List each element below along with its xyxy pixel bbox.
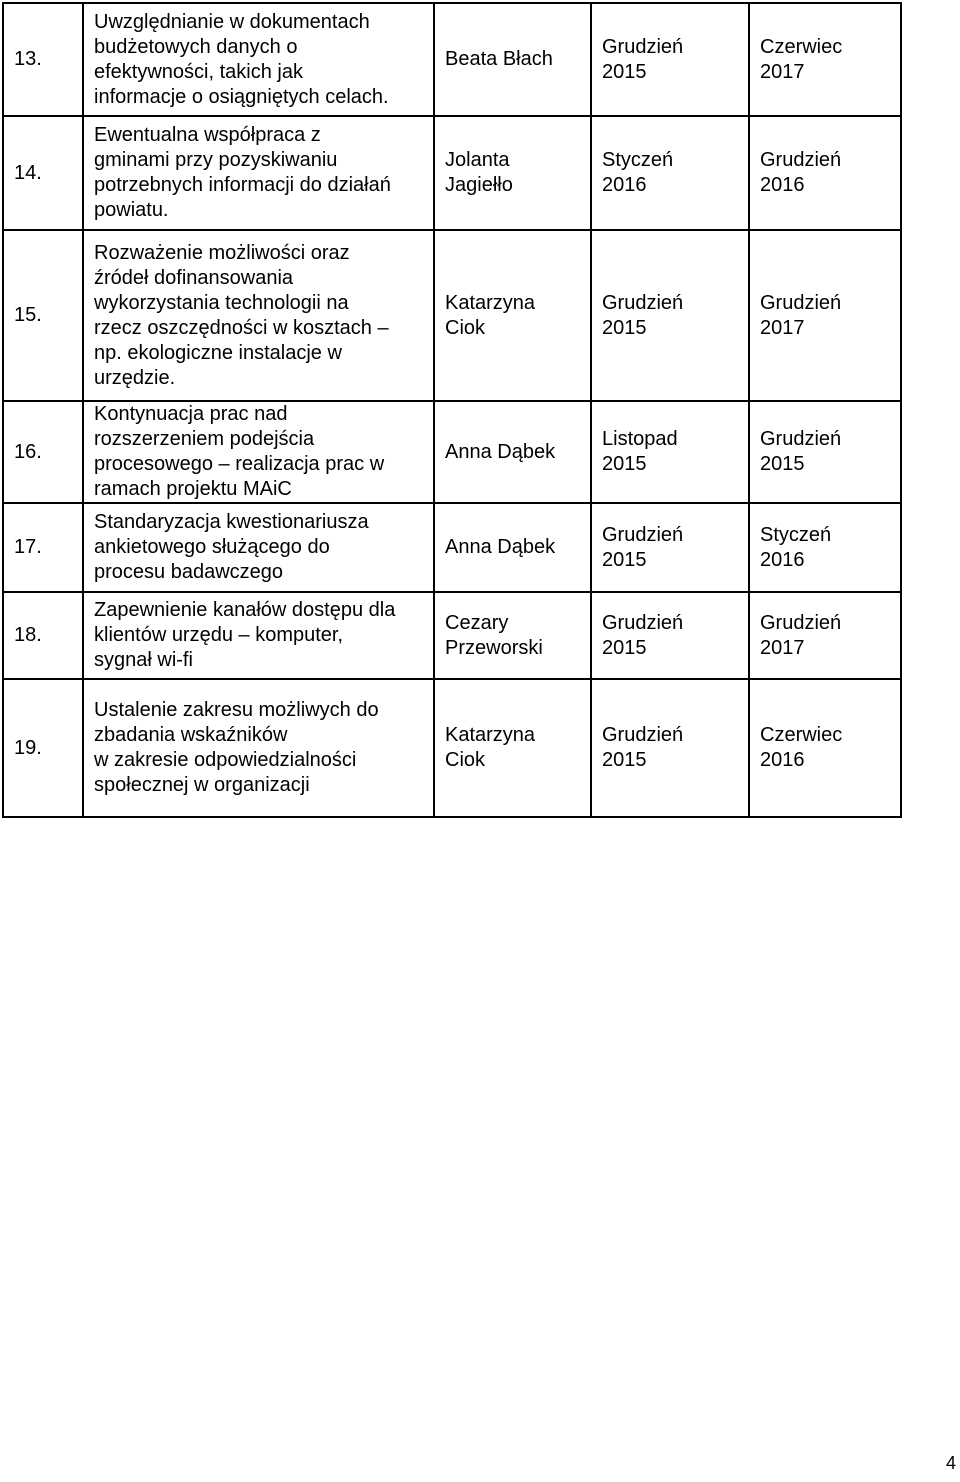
page-number: 4 bbox=[945, 1453, 956, 1473]
action-plan-table bbox=[2, 2, 902, 818]
task-description-line: budżetowych danych o bbox=[94, 35, 298, 58]
task-description-line: wykorzystania technologii na bbox=[94, 291, 349, 314]
row-number-cell bbox=[3, 116, 83, 230]
end-date-line: 2017 bbox=[760, 316, 805, 339]
end-date-line: Grudzień bbox=[760, 428, 842, 450]
row-number: 13. bbox=[14, 48, 42, 70]
start-date-line: Grudzień bbox=[602, 291, 684, 314]
task-description-line: Uwzględnianie w dokumentach bbox=[94, 10, 370, 33]
table-row bbox=[3, 503, 901, 592]
start-date-cell bbox=[591, 503, 749, 592]
task-description-line: procesowego – realizacja prac w bbox=[94, 453, 385, 475]
task-description-line: Zapewnienie kanałów dostępu dla bbox=[94, 599, 396, 621]
task-description-line: społecznej w organizacji bbox=[94, 774, 310, 796]
responsible-person-line: Beata Błach bbox=[445, 48, 553, 70]
end-date-line: 2016 bbox=[760, 749, 805, 771]
responsible-person-line: Anna Dąbek bbox=[445, 440, 556, 463]
table-row bbox=[3, 401, 901, 503]
task-description-line: klientów urzędu – komputer, bbox=[94, 624, 344, 646]
start-date-line: Grudzień bbox=[602, 35, 684, 58]
responsible-person-cell bbox=[434, 401, 591, 503]
row-number: 17. bbox=[14, 536, 42, 558]
task-description-line: procesu badawczego bbox=[94, 561, 284, 583]
start-date-cell bbox=[591, 679, 749, 817]
end-date-cell bbox=[749, 679, 901, 817]
end-date-line: Grudzień bbox=[760, 611, 842, 634]
row-number: 15. bbox=[14, 304, 42, 326]
row-number-cell bbox=[3, 230, 83, 401]
end-date-cell bbox=[749, 116, 901, 230]
responsible-person-line: Katarzyna bbox=[445, 724, 536, 746]
task-description-line: ramach projektu MAiC bbox=[94, 478, 292, 500]
end-date-line: Styczeń bbox=[760, 523, 832, 546]
task-description-line: gminami przy pozyskiwaniu bbox=[94, 149, 338, 171]
end-date-line: Grudzień bbox=[760, 291, 842, 314]
row-number: 14. bbox=[14, 161, 42, 184]
start-date-line: Grudzień bbox=[602, 724, 684, 746]
task-description-line: rzecz oszczędności w kosztach – bbox=[94, 316, 389, 339]
task-description-line: źródeł dofinansowania bbox=[94, 266, 294, 289]
responsible-person-line: Jolanta bbox=[445, 149, 510, 171]
end-date-line: 2015 bbox=[760, 453, 805, 475]
start-date-cell bbox=[591, 116, 749, 230]
responsible-person-cell bbox=[434, 592, 591, 679]
task-description-line: zbadania wskaźników bbox=[94, 724, 288, 746]
end-date-line: Grudzień bbox=[760, 149, 842, 171]
row-number-cell bbox=[3, 679, 83, 817]
table-row bbox=[3, 116, 901, 230]
responsible-person-cell bbox=[434, 503, 591, 592]
end-date-line: 2017 bbox=[760, 60, 805, 83]
task-description-cell bbox=[83, 592, 434, 679]
start-date-line: 2015 bbox=[602, 749, 647, 771]
action-plan-body bbox=[3, 3, 901, 817]
task-description-line: sygnał wi-fi bbox=[94, 649, 193, 671]
end-date-line: 2016 bbox=[760, 548, 805, 571]
responsible-person-cell bbox=[434, 679, 591, 817]
table-row bbox=[3, 3, 901, 116]
end-date-cell bbox=[749, 401, 901, 503]
start-date-cell bbox=[591, 230, 749, 401]
end-date-cell bbox=[749, 3, 901, 116]
task-description-cell bbox=[83, 230, 434, 401]
responsible-person-line: Katarzyna bbox=[445, 291, 536, 314]
task-description-cell bbox=[83, 116, 434, 230]
start-date-line: 2015 bbox=[602, 316, 647, 339]
end-date-line: Czerwiec bbox=[760, 35, 843, 58]
task-description-line: Ustalenie zakresu możliwych do bbox=[94, 699, 379, 721]
end-date-line: Czerwiec bbox=[760, 724, 843, 746]
start-date-line: 2015 bbox=[602, 548, 647, 571]
table-row bbox=[3, 592, 901, 679]
row-number: 18. bbox=[14, 624, 42, 646]
end-date-line: 2016 bbox=[760, 174, 805, 196]
start-date-cell bbox=[591, 401, 749, 503]
task-description-cell bbox=[83, 679, 434, 817]
task-description-line: efektywności, takich jak bbox=[94, 60, 303, 83]
start-date-cell bbox=[591, 3, 749, 116]
responsible-person-line: Cezary bbox=[445, 611, 509, 634]
row-number: 16. bbox=[14, 440, 42, 463]
end-date-cell bbox=[749, 503, 901, 592]
end-date-line: 2017 bbox=[760, 636, 805, 659]
row-number-cell bbox=[3, 503, 83, 592]
start-date-line: 2016 bbox=[602, 174, 647, 196]
task-description-cell bbox=[83, 503, 434, 592]
row-number-cell bbox=[3, 401, 83, 503]
task-description-line: Rozważenie możliwości oraz bbox=[94, 241, 350, 264]
row-number-cell bbox=[3, 592, 83, 679]
row-number: 19. bbox=[14, 736, 42, 759]
start-date-line: 2015 bbox=[602, 60, 647, 83]
task-description-line: Standaryzacja kwestionariusza bbox=[94, 511, 369, 533]
start-date-cell bbox=[591, 592, 749, 679]
responsible-person-line: Przeworski bbox=[445, 636, 543, 659]
start-date-line: 2015 bbox=[602, 453, 647, 475]
responsible-person-line: Ciok bbox=[445, 749, 486, 771]
table-row bbox=[3, 230, 901, 401]
responsible-person-line: Jagiełło bbox=[445, 174, 513, 196]
end-date-cell bbox=[749, 230, 901, 401]
task-description-line: w zakresie odpowiedzialności bbox=[94, 749, 357, 771]
responsible-person-line: Anna Dąbek bbox=[445, 536, 556, 558]
task-description-line: rozszerzeniem podejścia bbox=[94, 428, 315, 450]
row-number-cell bbox=[3, 3, 83, 116]
task-description-line: ankietowego służącego do bbox=[94, 536, 330, 558]
task-description-line: urzędzie. bbox=[94, 366, 176, 389]
task-description-line: potrzebnych informacji do działań bbox=[94, 174, 391, 196]
task-description-cell bbox=[83, 401, 434, 503]
start-date-line: 2015 bbox=[602, 636, 647, 659]
start-date-line: Styczeń bbox=[602, 149, 674, 171]
start-date-line: Grudzień bbox=[602, 611, 684, 634]
table-row bbox=[3, 679, 901, 817]
start-date-line: Listopad bbox=[602, 428, 678, 450]
responsible-person-line: Ciok bbox=[445, 316, 486, 339]
task-description-cell bbox=[83, 3, 434, 116]
start-date-line: Grudzień bbox=[602, 523, 684, 546]
task-description-line: Kontynuacja prac nad bbox=[94, 403, 288, 425]
responsible-person-cell bbox=[434, 116, 591, 230]
responsible-person-cell bbox=[434, 230, 591, 401]
task-description-line: informacje o osiągniętych celach. bbox=[94, 85, 389, 108]
task-description-line: Ewentualna współpraca z bbox=[94, 124, 321, 146]
end-date-cell bbox=[749, 592, 901, 679]
responsible-person-cell bbox=[434, 3, 591, 116]
task-description-line: np. ekologiczne instalacje w bbox=[94, 341, 342, 364]
task-description-line: powiatu. bbox=[94, 199, 169, 221]
